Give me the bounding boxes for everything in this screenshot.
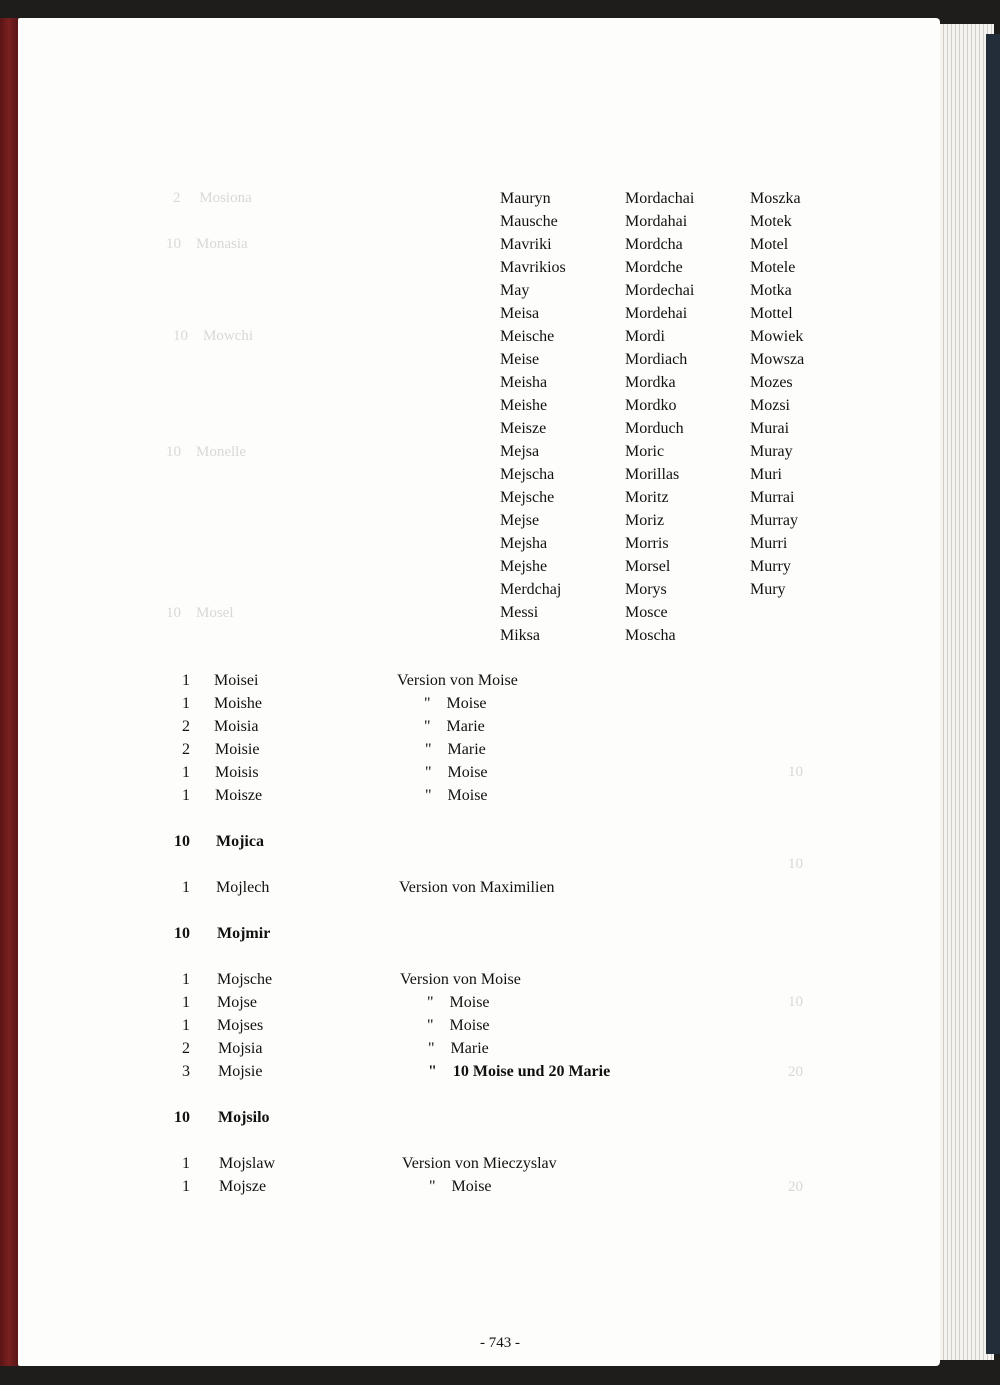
entry-name: Moisei [214, 672, 259, 689]
column-name-item: Muri [750, 466, 782, 483]
entry-description: Version von Maximilien [399, 879, 555, 896]
entry-description: " Moise [427, 994, 490, 1011]
name-column-2 [625, 187, 694, 647]
show-through-text: 10 Monelle [166, 444, 246, 460]
show-through-text: 10 [788, 764, 803, 780]
entry-name: Moisze [215, 787, 263, 804]
column-name-item: Mejsa [500, 443, 540, 460]
column-name-item: Moriz [625, 512, 665, 529]
show-through-text: 20 [788, 1064, 803, 1080]
column-name-item: Mury [750, 581, 786, 598]
column-name-item: Mejshe [500, 558, 548, 575]
entry-name: Mojses [217, 1017, 264, 1034]
column-name-item: Morsel [625, 558, 671, 575]
page-number: - 743 - [480, 1335, 520, 1351]
column-name-item: Mejscha [500, 466, 555, 483]
column-name-item: Mowsza [750, 351, 805, 368]
column-name-item: Mordko [625, 397, 677, 414]
column-name-item: Morys [625, 581, 667, 598]
column-name-item: Morillas [625, 466, 680, 483]
entry-count: 10 [174, 925, 190, 942]
column-name-item: Murrai [750, 489, 795, 506]
column-name-item: Murray [750, 512, 798, 529]
column-name-item: Moszka [750, 190, 801, 207]
entry-count: 1 [182, 695, 190, 712]
column-name-item: Messi [500, 604, 539, 621]
entry-count: 3 [182, 1063, 190, 1080]
column-name-item: Mozes [750, 374, 793, 391]
column-name-item: Mejsche [500, 489, 555, 506]
entry-count: 2 [182, 1040, 190, 1057]
column-name-item: Mausche [500, 213, 558, 230]
column-name-item: Motele [750, 259, 796, 276]
show-through-text: 10 Monasia [166, 236, 248, 252]
entry-name: Mojsze [219, 1178, 267, 1195]
column-name-item: Muray [750, 443, 793, 460]
show-through-text: 10 [788, 994, 803, 1010]
show-through-text: 2 Mosiona [173, 190, 252, 206]
column-name-item: Morduch [625, 420, 684, 437]
entry-count: 1 [182, 1017, 190, 1034]
column-name-item: Meisha [500, 374, 548, 391]
column-name-item: Mozsi [750, 397, 790, 414]
column-name-item: Mordechai [625, 282, 695, 299]
entry-count: 1 [182, 1178, 190, 1195]
column-name-item: Mordka [625, 374, 676, 391]
column-name-item: Moric [625, 443, 665, 460]
column-name-item: Meisze [500, 420, 547, 437]
entry-name: Moishe [214, 695, 262, 712]
column-name-item: Motel [750, 236, 789, 253]
entry-count: 1 [182, 879, 190, 896]
show-through-text: 10 Mosel [166, 605, 234, 621]
column-name-item: Meische [500, 328, 555, 345]
show-through-text: 10 [788, 856, 803, 872]
entry-name: Mojsie [218, 1063, 263, 1080]
entry-name: Mojmir [217, 925, 271, 942]
entry-name: Moisis [215, 764, 259, 781]
column-name-item: Mavrikios [500, 259, 566, 276]
entry-description: " Marie [424, 718, 485, 735]
column-name-item: Mordi [625, 328, 665, 345]
entry-name: Moisie [215, 741, 260, 758]
entry-description: " Moise [429, 1178, 492, 1195]
entry-description: " Moise [424, 695, 487, 712]
column-name-item: Mottel [750, 305, 793, 322]
column-name-item: Mejsha [500, 535, 548, 552]
column-name-item: Murri [750, 535, 788, 552]
entry-description: Version von Moise [400, 971, 521, 988]
entry-name: Mojslaw [219, 1155, 275, 1172]
entry-name: Mojica [216, 833, 264, 850]
column-name-item: Mordachai [625, 190, 695, 207]
entry-name: Mojlech [216, 879, 270, 896]
column-name-item: Mordahai [625, 213, 688, 230]
column-name-item: Meisa [500, 305, 540, 322]
column-name-item: Mordehai [625, 305, 688, 322]
entry-count: 10 [174, 1109, 190, 1126]
column-name-item: Meishe [500, 397, 548, 414]
column-name-item: Meise [500, 351, 540, 368]
entry-count: 1 [182, 971, 190, 988]
entry-description: " Moise [425, 787, 488, 804]
entry-description: " Marie [425, 741, 486, 758]
column-name-item: Murry [750, 558, 791, 575]
show-through-text: 10 Mowchi [173, 328, 253, 344]
entry-description: " 10 Moise und 20 Marie [428, 1063, 611, 1080]
entry-name: Mojsche [217, 971, 273, 988]
entry-count: 2 [182, 718, 190, 735]
name-column-1 [500, 187, 566, 647]
column-name-item: Mordiach [625, 351, 688, 368]
entry-name: Mojsia [218, 1040, 263, 1057]
book-cover-edge [986, 34, 1000, 1354]
name-column-3 [750, 187, 804, 601]
column-name-item: May [500, 282, 530, 299]
entry-name: Moisia [214, 718, 259, 735]
entry-count: 1 [182, 1155, 190, 1172]
column-name-item: Morris [625, 535, 669, 552]
entry-description: " Moise [425, 764, 488, 781]
column-name-item: Murai [750, 420, 790, 437]
entry-count: 1 [182, 787, 190, 804]
column-name-item: Mejse [500, 512, 540, 529]
entry-count: 1 [182, 764, 190, 781]
column-name-item: Motka [750, 282, 792, 299]
column-name-item: Mowiek [750, 328, 804, 345]
entry-description: " Moise [427, 1017, 490, 1034]
entry-description: " Marie [428, 1040, 489, 1057]
column-name-item: Mavriki [500, 236, 552, 253]
column-name-item: Mosce [625, 604, 668, 621]
column-name-item: Mordche [625, 259, 683, 276]
entry-count: 2 [182, 741, 190, 758]
entry-description: Version von Mieczyslav [402, 1155, 557, 1172]
entry-name: Mojsilo [218, 1109, 270, 1126]
column-name-item: Mordcha [625, 236, 683, 253]
entry-count: 10 [174, 833, 190, 850]
column-name-item: Merdchaj [500, 581, 562, 598]
show-through-text: 20 [788, 1179, 803, 1195]
entry-name: Mojse [217, 994, 257, 1011]
column-name-item: Moscha [625, 627, 676, 644]
column-name-item: Moritz [625, 489, 669, 506]
column-name-item: Motek [750, 213, 792, 230]
entry-count: 1 [182, 672, 190, 689]
column-name-item: Miksa [500, 627, 540, 644]
column-name-item: Mauryn [500, 190, 551, 207]
entry-description: Version von Moise [397, 672, 518, 689]
entry-count: 1 [182, 994, 190, 1011]
